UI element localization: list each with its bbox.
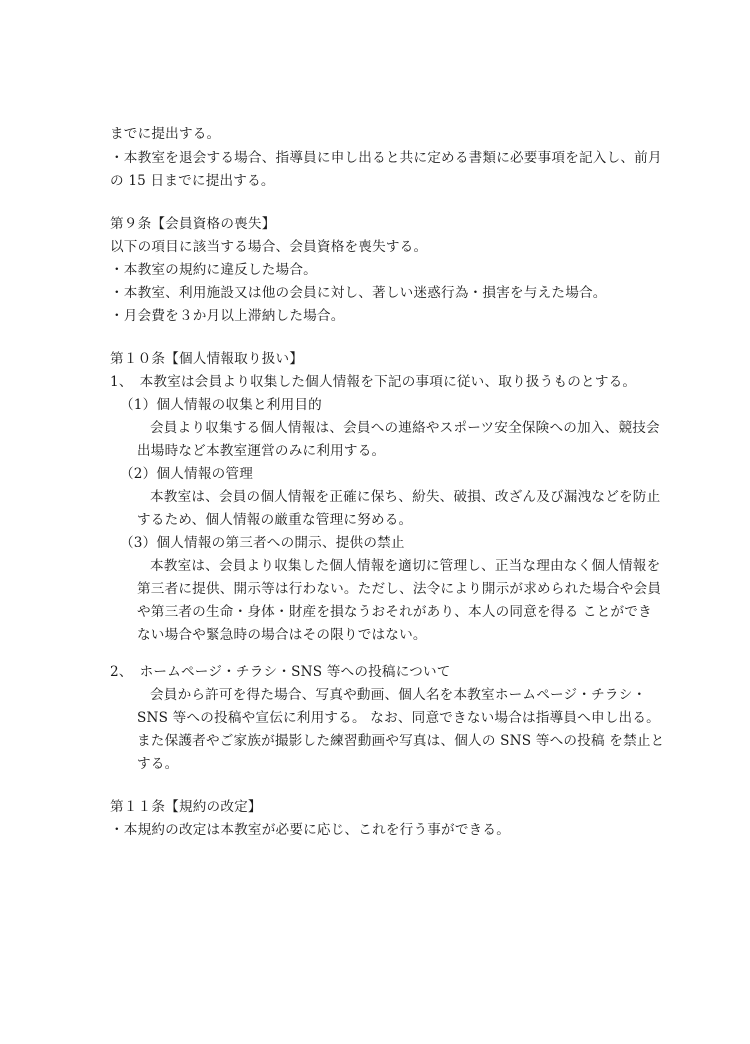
list-item: ・本教室の規約に違反した場合。 — [110, 262, 317, 278]
article-10-point-2: 2、 ホームページ・チラシ・SNS 等への投稿について — [110, 664, 451, 680]
text-line: するため、個人情報の厳重な管理に努める。 — [137, 512, 413, 528]
article-11-heading: 第１１条【規約の改定】 — [110, 799, 262, 815]
article-9-intro: 以下の項目に該当する場合、会員資格を喪失する。 — [110, 239, 428, 255]
article-10-point-1: 1、 本教室は会員より収集した個人情報を下記の事項に従い、取り扱うものとする。 — [110, 374, 637, 390]
text-line: SNS 等への投稿や宣伝に利用する。 なお、同意できない場合は指導員へ申し出る。 — [137, 710, 660, 726]
text-line: までに提出する。 — [110, 126, 221, 142]
text-line: ・本教室を退会する場合、指導員に申し出ると共に定める書類に必要事項を記入し、前月 — [110, 150, 662, 166]
subsection-3-title: （3）個人情報の第三者への開示、提供の禁止 — [120, 535, 405, 551]
text-line: ない場合や緊急時の場合はその限りではない。 — [137, 627, 427, 643]
text-line: 第三者に提供、開示等は行わない。ただし、法令により開示が求められた場合や会員 — [137, 581, 662, 597]
list-item: ・本教室、利用施設又は他の会員に対し、著しい迷惑行為・損害を与えた場合。 — [110, 285, 607, 301]
text-line: また保護者やご家族が撮影した練習動画や写真は、個人の SNS 等への投稿 を禁止と — [137, 733, 665, 749]
text-line: や第三者の生命・身体・財産を損なうおそれがあり、本人の同意を得る ことができ — [137, 604, 652, 620]
list-item: ・月会費を３か月以上滞納した場合。 — [110, 308, 345, 324]
text-line: 本教室は、会員より収集した個人情報を適切に管理し、正当な理由なく個人情報を — [150, 558, 661, 574]
article-10-heading: 第１０条【個人情報取り扱い】 — [110, 351, 304, 367]
text-line: する。 — [137, 756, 179, 772]
article-9-heading: 第９条【会員資格の喪失】 — [110, 216, 276, 232]
text-line: 会員より収集する個人情報は、会員への連絡やスポーツ安全保険への加入、競技会 — [150, 420, 660, 436]
text-line: の 15 日までに提出する。 — [110, 173, 275, 189]
text-line: 出場時など本教室運営のみに利用する。 — [137, 443, 386, 459]
text-line: 会員から許可を得た場合、写真や動画、個人名を本教室ホームページ・チラシ・ — [150, 687, 647, 703]
subsection-1-title: （1）個人情報の収集と利用目的 — [120, 397, 322, 413]
subsection-2-title: （2）個人情報の管理 — [120, 466, 253, 482]
list-item: ・本規約の改定は本教室が必要に応じ、これを行う事ができる。 — [110, 822, 511, 838]
text-line: 本教室は、会員の個人情報を正確に保ち、紛失、破損、改ざん及び漏洩などを防止 — [150, 489, 661, 505]
